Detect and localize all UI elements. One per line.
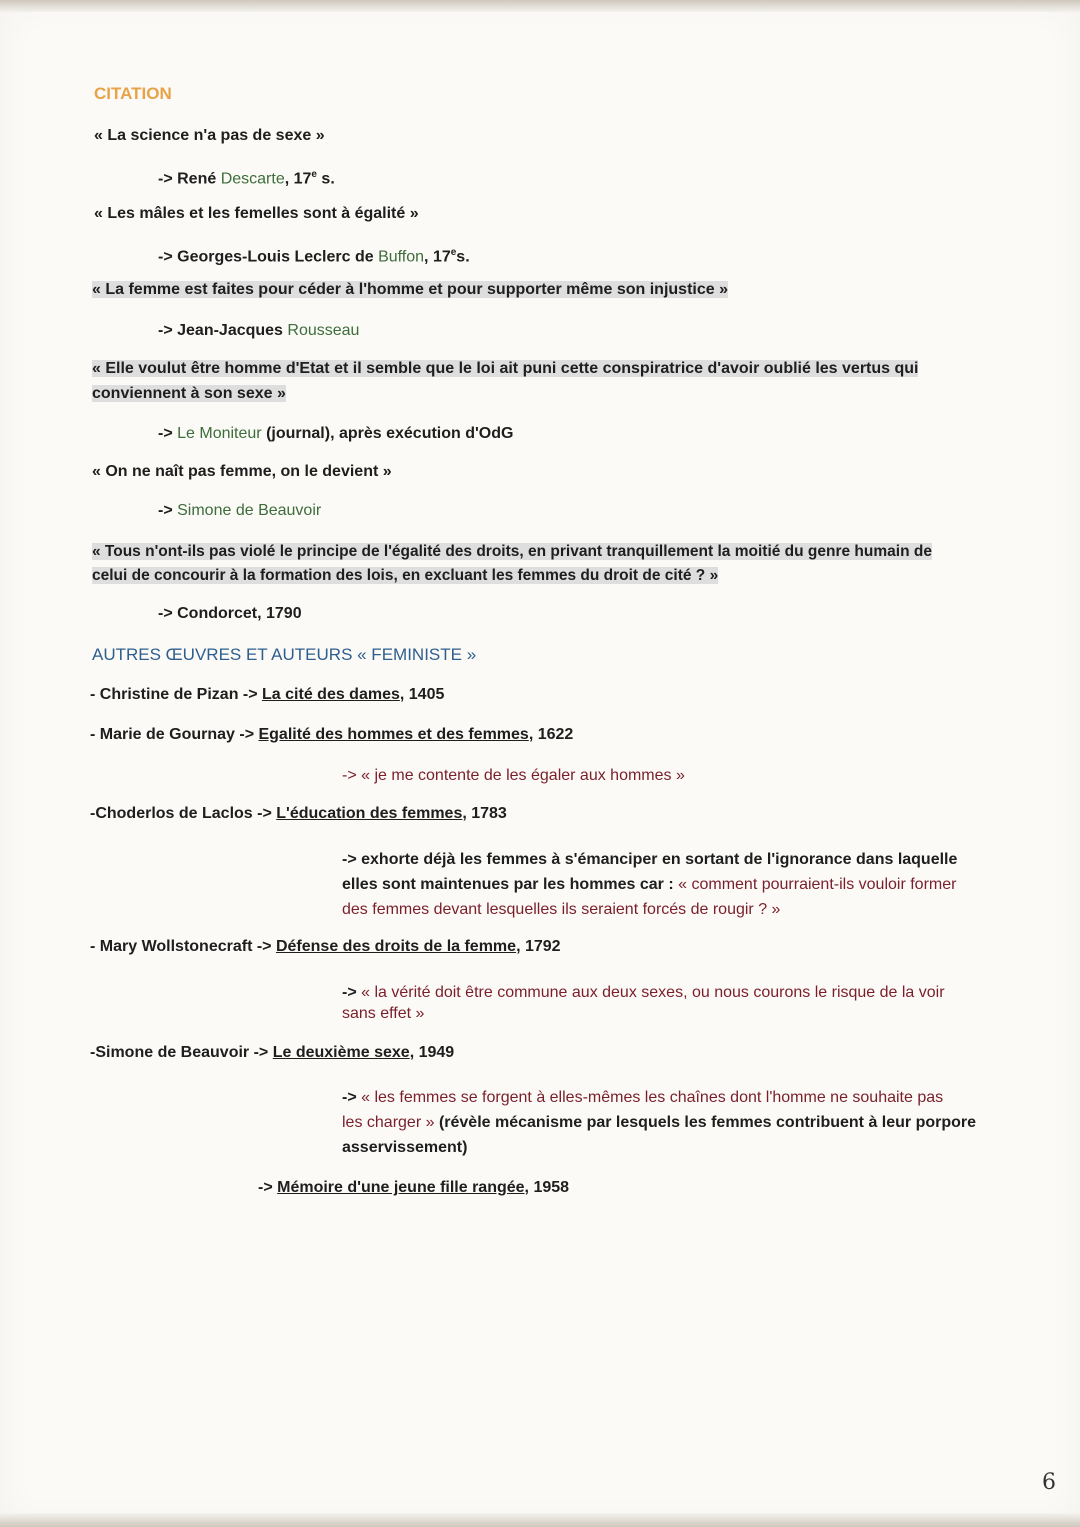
work-5-note-line-2a: les charger » bbox=[342, 1114, 439, 1131]
quote-2-author bbox=[158, 241, 470, 269]
quote-1-text: « La science n'a pas de sexe » bbox=[94, 127, 325, 144]
work-4-note-line-1-text: « la vérité doit être commune aux deux sexes, ou nous courons le risque de la voir bbox=[361, 984, 945, 1001]
heading-citation: CITATION bbox=[94, 84, 172, 103]
work-5-title: Le deuxième sexe bbox=[272, 1044, 410, 1061]
quote-5-author bbox=[158, 499, 321, 523]
quote-5 bbox=[92, 460, 392, 484]
page-bottom-edge bbox=[0, 1513, 1080, 1527]
work-3-title: L'éducation des femmes bbox=[276, 805, 463, 822]
quote-4-text-1: « Elle voulut être homme d'Etat et il semble que le loi ait puni cette conspiratrice d'avoir oublié les vertus qui bbox=[92, 360, 919, 377]
quote-6-arrow: -> Condorcet, 1790 bbox=[158, 605, 302, 622]
work-3-note-line-1: -> exhorte déjà les femmes à s'émanciper en sortant de l'ignorance dans laquelle bbox=[342, 851, 958, 868]
quote-1-sup: e bbox=[311, 169, 317, 180]
work-2-title: Egalité des hommes et des femmes bbox=[258, 726, 529, 743]
work-2-year: , 1622 bbox=[528, 726, 574, 743]
quote-2-author-name: Buffon bbox=[378, 248, 425, 266]
quote-6-author bbox=[158, 602, 302, 626]
quote-3-text: « La femme est faites pour céder à l'homme et pour supporter même son injustice » bbox=[92, 281, 728, 298]
quote-5-text: « On ne naît pas femme, on le devient » bbox=[92, 463, 392, 480]
work-5 bbox=[90, 1041, 454, 1065]
quote-4-line-1 bbox=[92, 357, 918, 381]
work-2-author: - Marie de Gournay -> bbox=[90, 726, 259, 743]
quote-1-arrow: -> René bbox=[158, 170, 221, 188]
quote-3-arrow: -> Jean-Jacques bbox=[158, 322, 288, 339]
work-5-year: , 1949 bbox=[409, 1044, 455, 1061]
work-5-note-line-1-text: « les femmes se forgent à elles-mêmes les chaînes dont l'homme ne souhaite pas bbox=[361, 1089, 944, 1106]
quote-2-suffix2: s. bbox=[456, 248, 470, 266]
work-5-extra-year: , 1958 bbox=[524, 1179, 570, 1196]
work-2-note bbox=[342, 764, 685, 788]
quote-2-suffix: , 17 bbox=[424, 248, 451, 266]
quote-1 bbox=[94, 124, 325, 148]
work-4-note-line-2 bbox=[342, 1002, 424, 1026]
work-1 bbox=[90, 683, 444, 707]
quote-5-arrow: -> bbox=[158, 502, 178, 519]
quote-3 bbox=[92, 278, 728, 302]
work-3-note-line-2a: elles sont maintenues par les hommes car : bbox=[342, 876, 679, 893]
work-1-year: , 1405 bbox=[399, 686, 445, 703]
work-4-author: - Mary Wollstonecraft -> bbox=[90, 938, 276, 955]
quote-3-author bbox=[158, 319, 359, 343]
work-3-author: -Choderlos de Laclos -> bbox=[90, 805, 277, 822]
quote-3-author-name: Rousseau bbox=[287, 322, 360, 339]
work-4-note-line-2-text: sans effet » bbox=[342, 1005, 425, 1022]
page-top-edge bbox=[0, 0, 1080, 12]
quote-6-line-2 bbox=[92, 564, 718, 588]
work-4-title: Défense des droits de la femme bbox=[275, 938, 517, 955]
quote-4-author-name: Le Moniteur bbox=[177, 425, 262, 442]
work-5-note-arrow: -> bbox=[342, 1089, 362, 1106]
work-3-note-line-2 bbox=[342, 873, 956, 897]
quote-6-text-2: celui de concourir à la formation des lois, en excluant les femmes du droit de cité ? » bbox=[92, 567, 719, 584]
quote-4-line-2 bbox=[92, 382, 286, 406]
work-4-note-line-1 bbox=[342, 981, 945, 1005]
work-5-note-line-1 bbox=[342, 1086, 943, 1110]
work-3-note-line-2b: « comment pourraient-ils vouloir former bbox=[678, 876, 957, 893]
work-3 bbox=[90, 802, 507, 826]
heading-autres-oeuvres: AUTRES ŒUVRES ET AUTEURS « FEMINISTE » bbox=[92, 645, 477, 664]
work-3-note-line-3 bbox=[342, 898, 780, 922]
quote-1-author-name: Descarte bbox=[220, 170, 285, 188]
quote-4-author bbox=[158, 422, 513, 446]
work-5-note-line-2b: (révèle mécanisme par lesquels les femmes contribuent à leur porpore bbox=[438, 1114, 977, 1131]
quote-6-text-1: « Tous n'ont-ils pas violé le principe de l'égalité des droits, en privant tranquillement la moitié du genre humain de bbox=[92, 543, 932, 560]
work-4-year: , 1792 bbox=[516, 938, 561, 955]
quote-4-text-2: conviennent à son sexe » bbox=[92, 385, 286, 402]
quote-1-suffix2: s. bbox=[316, 170, 335, 188]
quote-1-suffix: , 17 bbox=[284, 170, 312, 188]
quote-2-arrow: -> Georges-Louis Leclerc de bbox=[158, 248, 379, 266]
work-5-note-line-3: asservissement) bbox=[342, 1139, 468, 1156]
work-1-title: La cité des dames bbox=[262, 686, 400, 703]
work-4 bbox=[90, 935, 561, 959]
quote-4-suffix: (journal), après exécution d'OdG bbox=[261, 425, 514, 442]
work-5-extra-arrow: -> bbox=[258, 1179, 278, 1196]
work-1-author: - Christine de Pizan -> bbox=[90, 686, 263, 703]
quote-2-text: « Les mâles et les femelles sont à égalité » bbox=[94, 205, 419, 222]
page-number: 6 bbox=[1042, 1470, 1056, 1495]
work-2 bbox=[90, 723, 573, 747]
work-5-note-line-2 bbox=[342, 1111, 976, 1135]
work-4-note-arrow: -> bbox=[342, 984, 362, 1001]
quote-5-author-name: Simone de Beauvoir bbox=[177, 502, 322, 519]
quote-2 bbox=[94, 202, 419, 226]
work-3-year: , 1783 bbox=[462, 805, 507, 822]
quote-4-arrow: -> bbox=[158, 425, 178, 442]
work-5-author: -Simone de Beauvoir -> bbox=[90, 1044, 273, 1061]
work-2-note-text: -> « je me contente de les égaler aux hommes » bbox=[342, 767, 685, 784]
quote-2-sup: e bbox=[450, 247, 457, 258]
work-3-note-line-3-text: des femmes devant lesquelles ils seraient forcés de rougir ? » bbox=[342, 901, 781, 918]
quote-1-author bbox=[158, 163, 335, 191]
quote-6-line-1 bbox=[92, 540, 932, 564]
work-5-extra bbox=[258, 1176, 569, 1200]
work-5-extra-title: Mémoire d'une jeune fille rangée bbox=[277, 1179, 525, 1196]
